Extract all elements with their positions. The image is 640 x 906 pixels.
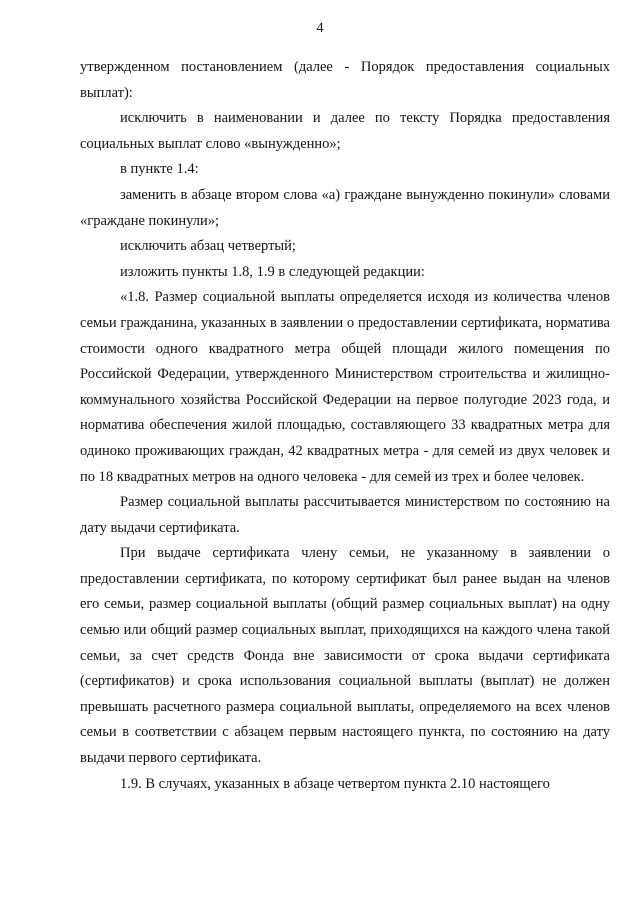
paragraph: Размер социальной выплаты рассчитывается министерством по состоянию на дату выдачи сертификата. (80, 494, 610, 536)
paragraph: исключить абзац четвертый; (120, 238, 296, 255)
paragraph-clause-1-9: 1.9. В случаях, указанных в абзаце четвертом пункта 2.10 настоящего (120, 775, 550, 792)
paragraph: изложить пункты 1.8, 1.9 в следующей редакции: (120, 263, 425, 280)
paragraph: заменить в абзаце втором слова «а) граждане вынужденно покинули» словами «граждане покинули»; (80, 186, 610, 229)
page-number: 4 (316, 20, 324, 36)
paragraph: в пункте 1.4: (120, 161, 199, 178)
paragraph-continuation: утвержденном постановлением (далее - Порядок предоставления социальных выплат): (80, 59, 610, 101)
document-body (80, 55, 610, 797)
paragraph-clause-1-8: «1.8. Размер социальной выплаты определяется исходя из количества членов семьи гражданина, указанных в заявлении о предоставлении сертификата, норматива стоимости одного квадратного метра общей площади жилого помещения по Российской Федерации, утвержденного Министерством строительства и жилищно-коммунального хозяйства Российской Федерации на первое полугодие 2023 года, и норматива обеспечения жилой площадью, составляющего 33 квадратных метра для одиноко проживающих граждан, 42 квадратных метра - для семей из двух человек и по 18 квадратных метров на одного человека - для семей из трех и более человек. (80, 289, 610, 485)
paragraph: исключить в наименовании и далее по тексту Порядка предоставления социальных выплат слово «вынужденно»; (80, 110, 610, 152)
paragraph: При выдаче сертификата члену семьи, не указанному в заявлении о предоставлении сертификата, по которому сертификат был ранее выдан на членов его семьи, размер социальной выплаты (общий размер социальных выплат) на одну семью или общий размер социальных выплат, приходящихся на каждого члена такой семьи, за счет средств Фонда вне зависимости от срока выдачи сертификата (сертификатов) и срока использования социальной выплаты (выплат) не должен превышать расчетного размера социальной выплаты, определяемого на всех членов семьи в соответствии с абзацем первым настоящего пункта, по состоянию на дату выдачи первого сертификата. (80, 545, 610, 767)
